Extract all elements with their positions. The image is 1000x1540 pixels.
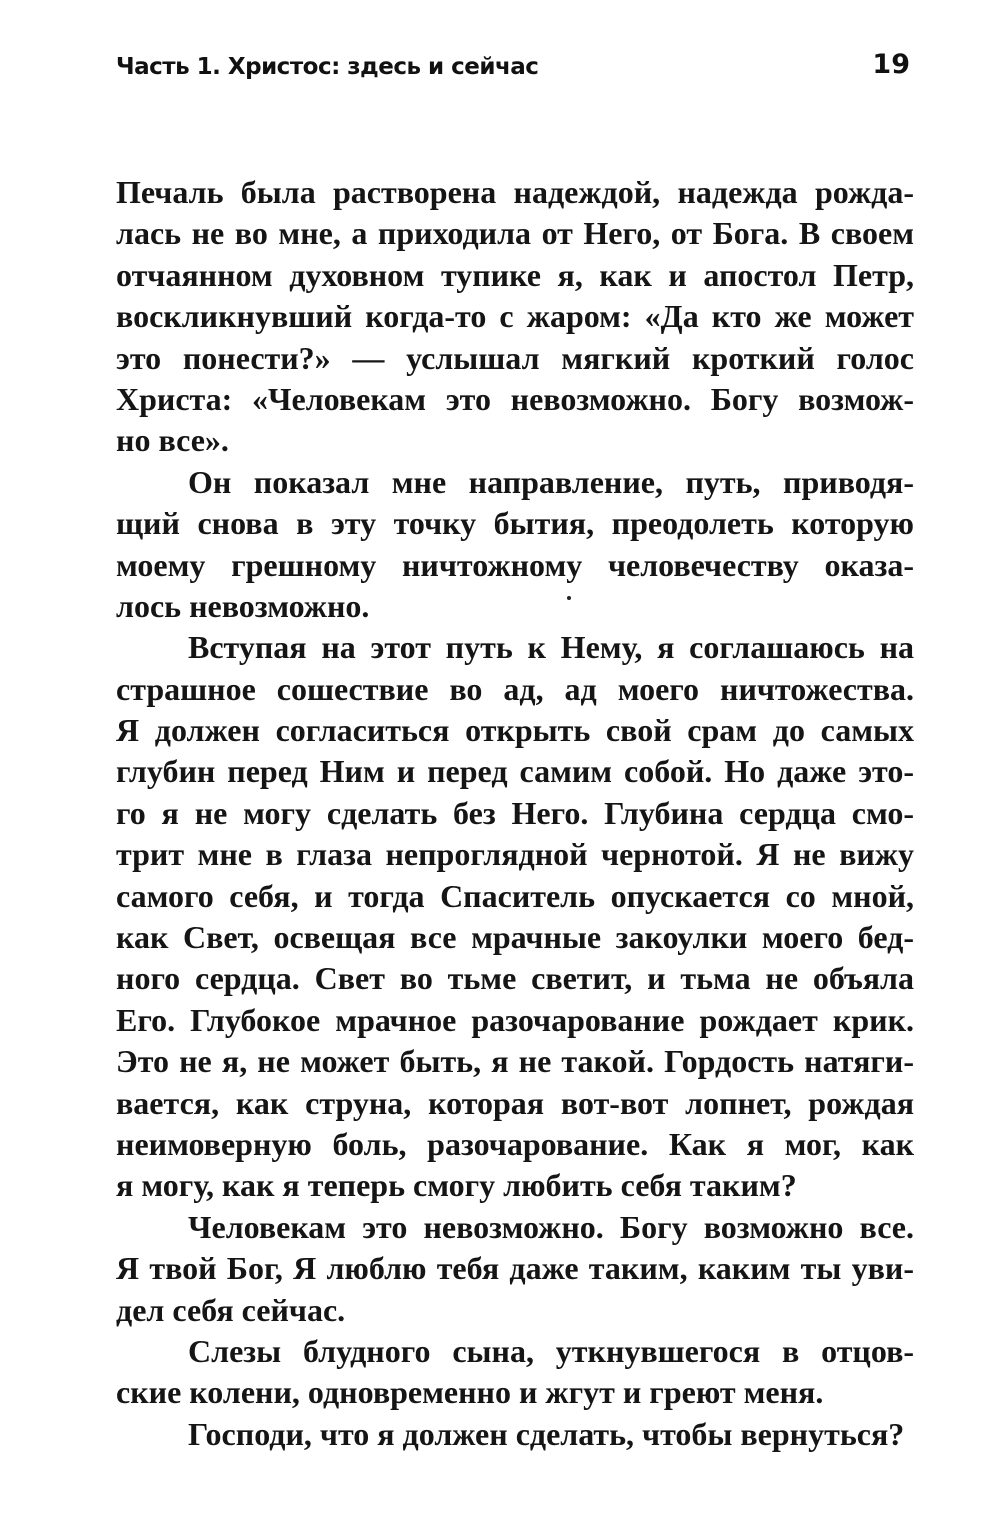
paragraph [116,1331,914,1414]
paragraph [116,462,914,628]
print-speck [567,596,571,600]
text-line: Вступая на этот путь к Нему, я соглашаюсь на [188,629,914,666]
section-title: Часть 1. Христос: здесь и сейчас [116,54,539,80]
text-line: Печаль была растворена надеждой, надежда рожда- [116,174,914,210]
page-number: 19 [872,49,910,80]
text-line: Это не я, не может быть, я не такой. Гордость натяги- [116,1043,914,1080]
text-line: воскликнувший когда-то с жаром: «Да кто же может [116,298,914,335]
text-line: я могу, как я теперь смогу любить себя таким? [116,1167,797,1204]
text-line: Человекам это невозможно. Богу возможно все. [188,1208,914,1245]
text-line: Я твой Бог, Я люблю тебя даже таким, каким ты уви- [116,1250,914,1287]
text-line: го я не могу сделать без Него. Глубина сердца смо- [116,794,914,831]
text-line: отчаянном духовном тупике я, как и апостол Петр, [116,256,914,293]
text-line: вается, как струна, которая вот-вот лопнет, рождая [116,1084,914,1121]
text-line: глубин перед Ним и перед самим собой. Но даже это- [116,753,914,790]
text-line: Господи, что я должен сделать, чтобы вернуться? [188,1415,905,1452]
text-line: лась не во мне, а приходила от Него, от Бога. В своем [116,215,914,252]
text-line: самого себя, и тогда Спаситель опускается со мной, [116,877,914,914]
text-line: неимоверную боль, разочарование. Как я мог, как [116,1125,914,1162]
text-line: но все». [116,422,229,459]
paragraph [116,1414,914,1455]
text-line: щий снова в эту точку бытия, преодолеть которую [116,505,914,542]
paragraph [116,1207,914,1331]
running-header [116,50,914,84]
text-line: страшное сошествие во ад, ад моего ничтожества. [116,670,914,707]
text-line: дел себя сейчас. [116,1291,346,1328]
text-line: Христа: «Человекам это невозможно. Богу возмож- [116,380,914,417]
text-line: ские колени, одновременно и жгут и греют меня. [116,1374,824,1411]
body-text [116,172,914,1455]
text-line: трит мне в глаза непроглядной чернотой. Я не вижу [116,836,914,873]
text-line: моему грешному ничтожному человечеству оказа- [116,546,914,583]
text-line: Я должен согласиться открыть свой срам до самых [116,712,914,749]
text-line: ного сердца. Свет во тьме светит, и тьма не объяла [116,960,914,997]
text-line: как Свет, освещая все мрачные закоулки моего бед- [116,919,914,956]
text-line: Его. Глубокое мрачное разочарование рождает крик. [116,1001,914,1038]
text-line: это понести?» — услышал мягкий кроткий голос [116,339,914,376]
text-line: лось невозможно. [116,587,370,624]
paragraph [116,172,914,462]
text-line: Он показал мне направление, путь, приводя- [188,463,914,500]
text-line: Слезы блудного сына, уткнувшегося в отцов- [188,1332,914,1369]
paragraph [116,627,914,1206]
